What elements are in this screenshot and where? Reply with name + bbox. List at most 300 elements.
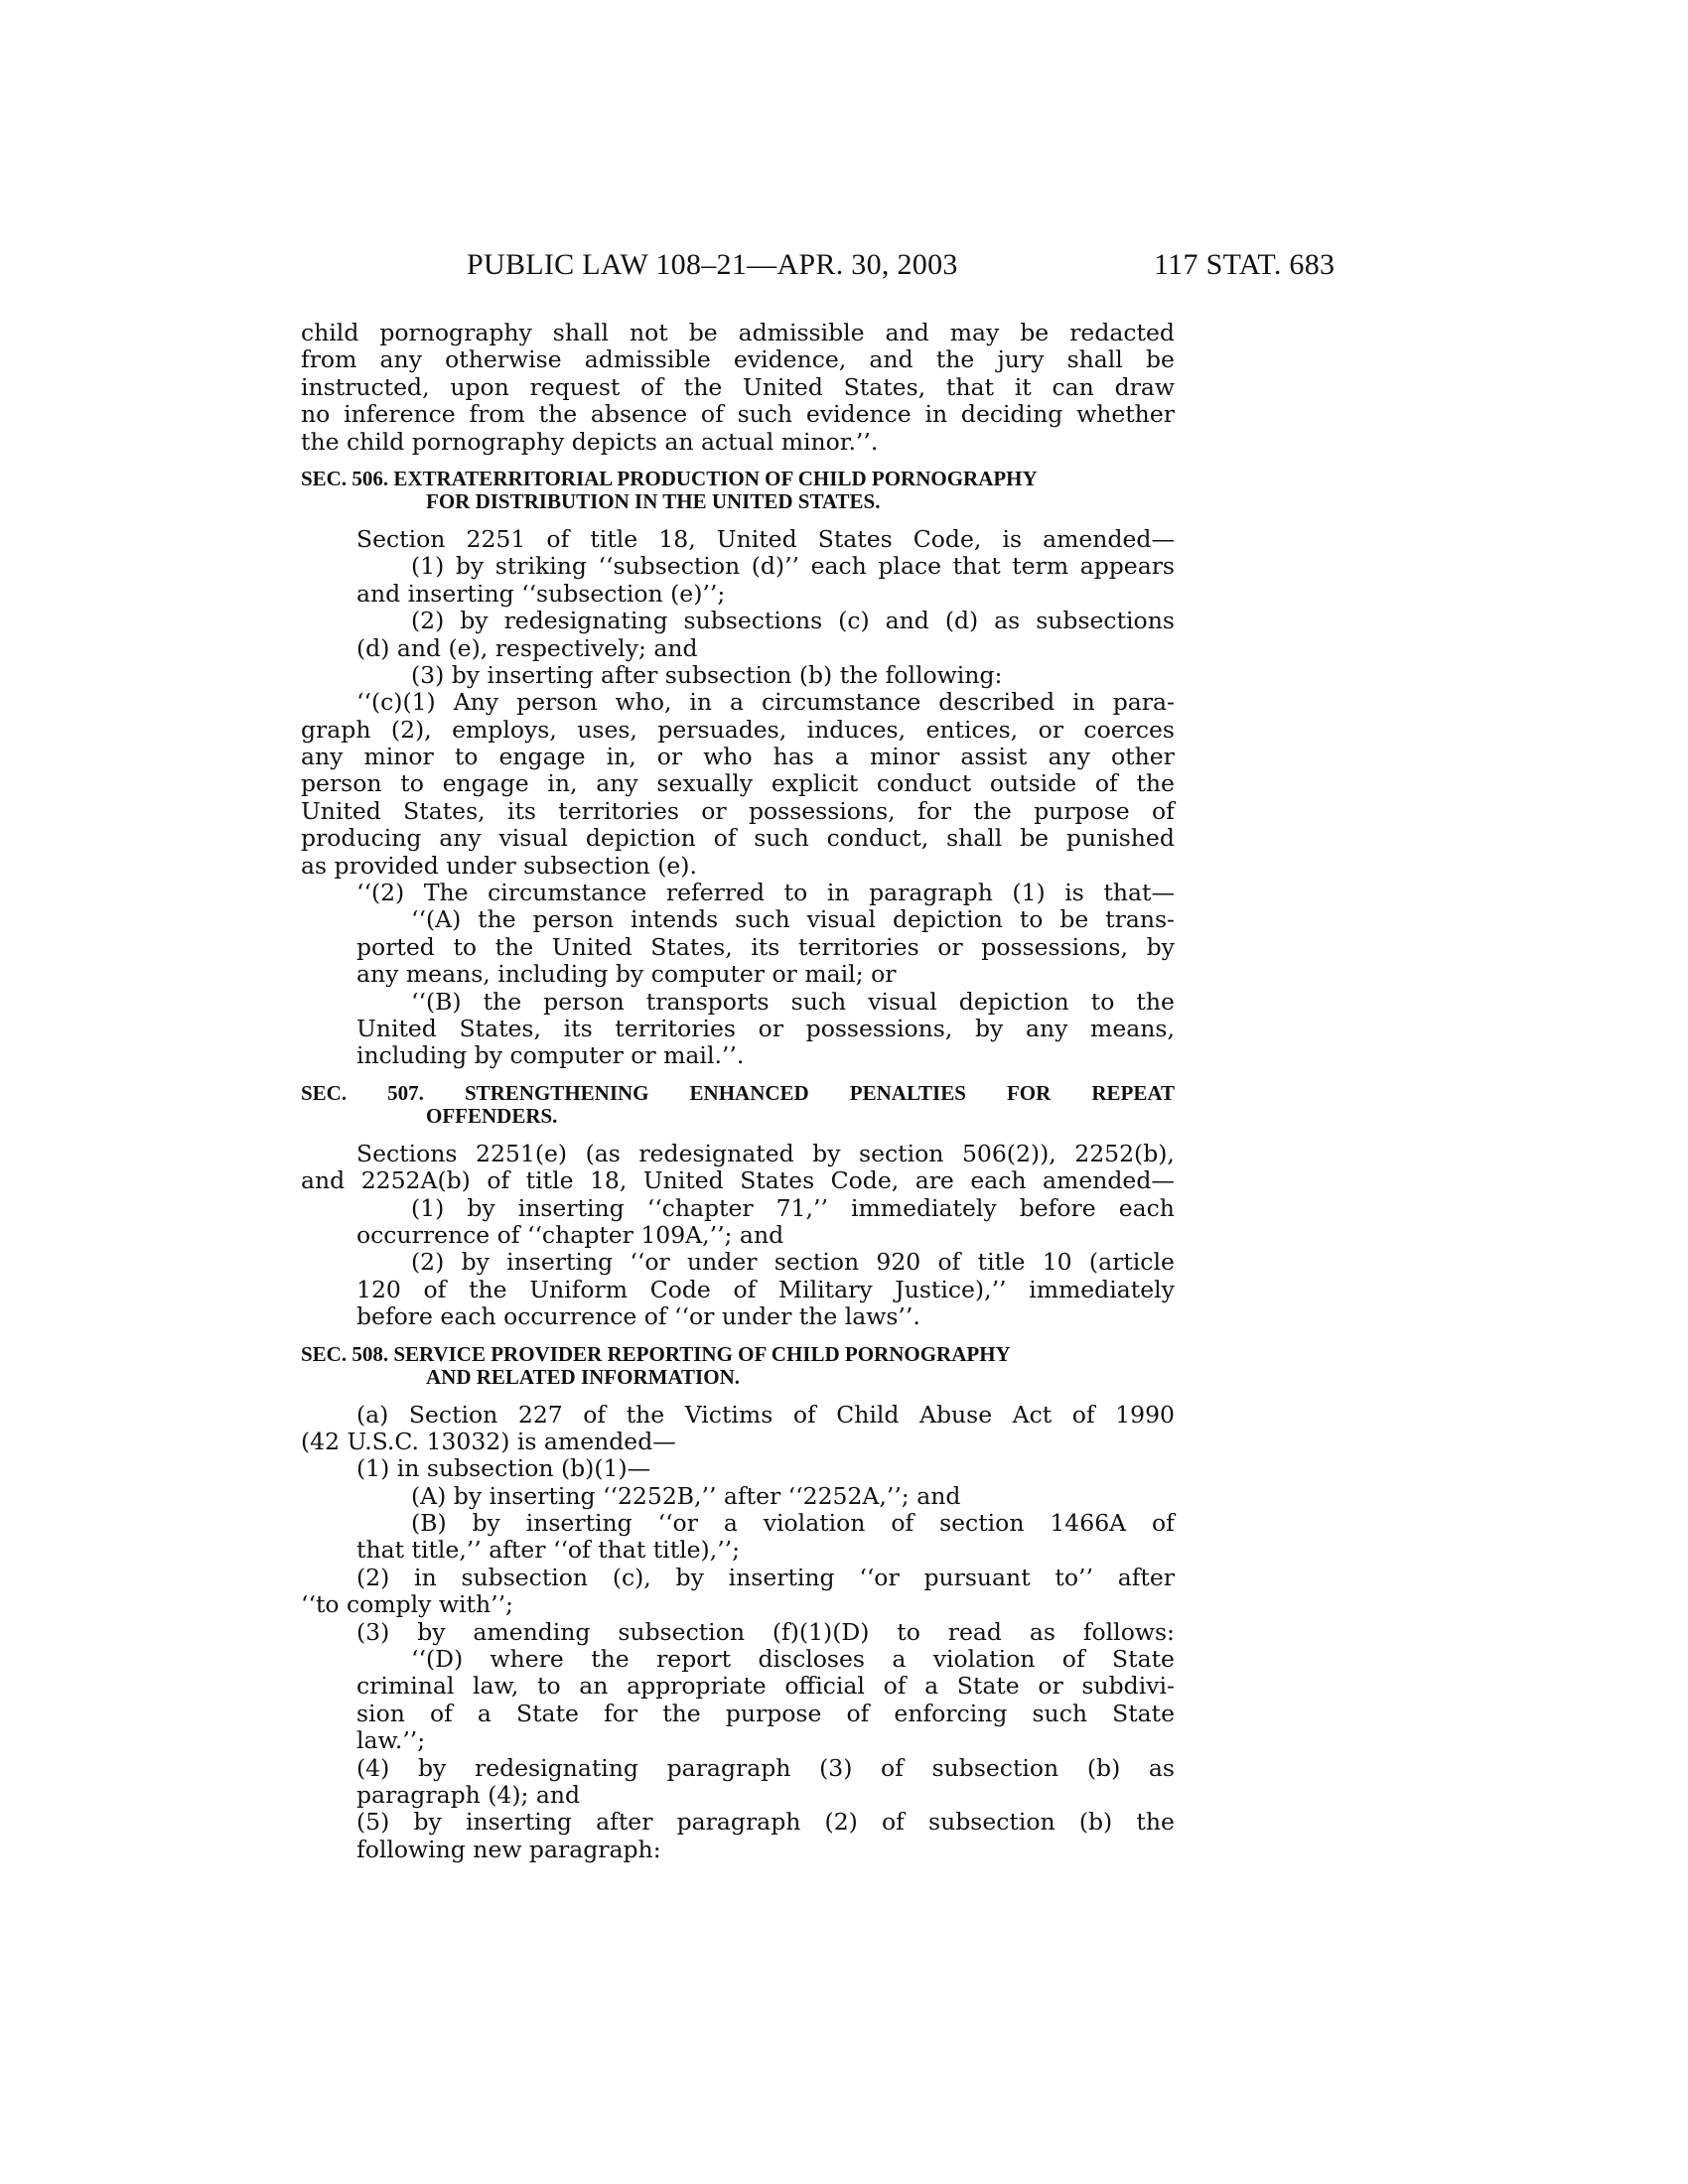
word: by (1146, 932, 1175, 961)
word: or (701, 796, 727, 825)
word: territories (615, 1014, 736, 1042)
body-text-line (301, 553, 1175, 580)
word: under (687, 1248, 758, 1277)
body-text-line (301, 1277, 1175, 1303)
word: State (956, 1672, 1020, 1701)
word: pornography (379, 319, 532, 346)
word: outside (989, 769, 1077, 798)
word: 18, (589, 1166, 628, 1195)
word: other (1111, 743, 1175, 771)
word: (3) (819, 1753, 853, 1782)
word: of (881, 1753, 904, 1782)
word: State (516, 1699, 579, 1727)
word: (3) (356, 1617, 390, 1646)
word: violation (932, 1645, 1036, 1674)
word: section (859, 1139, 944, 1167)
word: the (494, 932, 534, 961)
word: of (891, 1509, 914, 1538)
word: purpose (1034, 796, 1130, 825)
word: to (783, 879, 808, 907)
word: subdivi- (1081, 1672, 1175, 1701)
word: ENHANCED (689, 1080, 809, 1105)
word: Uniform (529, 1275, 629, 1303)
word: such (754, 824, 809, 853)
word: admissible (738, 319, 865, 346)
word: transports (645, 987, 770, 1016)
body-text-line (301, 689, 1175, 716)
word: by (417, 1753, 447, 1782)
word: in (414, 1563, 437, 1591)
body-text-line: following new paragraph: (356, 1835, 661, 1863)
word: to (897, 1617, 920, 1646)
body-text-line (301, 744, 1175, 770)
word: person (543, 987, 625, 1016)
word: induces, (806, 715, 907, 744)
word: title (977, 1248, 1026, 1277)
body-text-line (301, 1016, 1175, 1042)
word: of (733, 1275, 757, 1303)
word: violation (763, 1509, 866, 1538)
word: States, (459, 1014, 541, 1042)
body-text-line: (3) by inserting after subsection (b) the following: (411, 660, 1003, 689)
word: (as (585, 1139, 621, 1167)
word: of (937, 1248, 961, 1277)
word: (B) (411, 1509, 447, 1538)
word: subsection (928, 1808, 1055, 1837)
word: a (730, 688, 745, 717)
word: inserting (517, 1193, 625, 1222)
section-heading-line: FOR DISTRIBUTION IN THE UNITED STATES. (426, 489, 881, 514)
word: of (713, 824, 737, 853)
word: the (935, 345, 975, 374)
word: 120 (356, 1275, 401, 1303)
word: of (792, 1400, 816, 1429)
word: by (460, 607, 489, 635)
word: sion (356, 1699, 405, 1727)
word: (f)(1)(D) (772, 1617, 870, 1646)
word: a (723, 1509, 738, 1538)
body-text-line (301, 798, 1175, 825)
body-text-line (301, 880, 1175, 906)
word: (4) (356, 1753, 390, 1782)
word: possessions, (981, 932, 1128, 961)
running-header: PUBLIC LAW 108–21—APR. 30, 2003 (467, 248, 958, 281)
word: of (1094, 769, 1118, 798)
word: of (429, 1699, 453, 1727)
word: enforcing (894, 1699, 1008, 1727)
word: (d)’’ (751, 552, 800, 581)
word: visual (498, 824, 569, 853)
word: ‘‘(2) (356, 879, 405, 907)
word: or (1038, 715, 1063, 744)
word: conduct (876, 769, 972, 798)
word: ‘‘subsection (598, 552, 741, 581)
word: immediately (850, 1193, 997, 1222)
body-text-line: occurrence of ‘‘chapter 109A,’’; and (356, 1220, 784, 1249)
word: by (417, 1617, 446, 1646)
word: (b) (1086, 1753, 1121, 1782)
word: (d) (944, 607, 979, 635)
word: (1) (1012, 879, 1046, 907)
word: 2252A(b) (360, 1166, 471, 1195)
word: from (301, 345, 357, 374)
body-text-line (301, 1141, 1175, 1167)
word: its (563, 1014, 593, 1042)
body-text-line: (d) and (e), respectively; and (356, 633, 698, 662)
body-text-line: (1) in subsection (b)(1)— (356, 1454, 651, 1483)
word: the (478, 905, 516, 934)
word: States, (403, 796, 486, 825)
word: of (700, 400, 724, 429)
word: shall (946, 824, 1003, 853)
word: by (812, 1139, 841, 1167)
word: the (538, 400, 578, 429)
word: ‘‘or (657, 1509, 698, 1538)
body-text-line: paragraph (4); and (356, 1780, 581, 1809)
word: any (439, 824, 482, 853)
word: visual (868, 987, 937, 1016)
word: any (379, 345, 422, 374)
body-text-line (301, 1701, 1175, 1727)
word: paragraph (676, 1808, 801, 1837)
body-text-line (301, 770, 1175, 797)
word: subsection (461, 1563, 589, 1591)
word: intends (631, 905, 719, 934)
word: (2) (411, 1248, 445, 1277)
word: ported (356, 932, 435, 961)
word: no (301, 400, 331, 429)
word: shall (552, 319, 610, 346)
word: punished (1065, 824, 1175, 853)
word: any (596, 769, 638, 798)
word: employs, (452, 715, 557, 744)
word: 18, (658, 524, 696, 553)
word: by (675, 1563, 704, 1591)
word: child (301, 319, 359, 346)
word: that (945, 372, 994, 401)
word: The (423, 879, 469, 907)
body-text-line (301, 1809, 1175, 1836)
word: to (454, 743, 479, 771)
word: (2) (356, 1563, 390, 1591)
word: a (477, 1699, 492, 1727)
word: official (784, 1672, 865, 1701)
word: (2), (390, 715, 432, 744)
word: by (472, 1509, 500, 1538)
word: Section (356, 524, 446, 553)
word: has (773, 743, 814, 771)
body-text-line: before each occurrence of ‘‘or under the laws’’. (356, 1302, 920, 1331)
word: otherwise (445, 345, 562, 374)
word: Sections (356, 1139, 458, 1167)
document-body (301, 320, 1175, 1863)
word: paragraph (869, 879, 993, 907)
word: in, (547, 769, 578, 798)
word: request (529, 372, 621, 401)
word: follows: (1082, 1617, 1175, 1646)
word: possessions, (805, 1014, 953, 1042)
word: that (952, 552, 1001, 581)
word: or (1038, 1672, 1063, 1701)
word: State (1112, 1645, 1175, 1674)
word: means, (1090, 1014, 1175, 1042)
body-text-line (301, 1195, 1175, 1222)
body-text-line (301, 608, 1175, 634)
body-text-line: including by computer or mail.’’. (356, 1041, 745, 1070)
word: an (579, 1672, 609, 1701)
word: report (656, 1645, 732, 1674)
body-text-line: (42 U.S.C. 13032) is amended— (301, 1427, 676, 1455)
word: after (596, 1808, 653, 1837)
word: and (885, 319, 929, 346)
body-text-line: ‘‘to comply with’’; (301, 1590, 513, 1619)
word: 507. (387, 1080, 424, 1105)
word: the (469, 1275, 507, 1303)
word: who, (615, 688, 672, 717)
word: who (703, 743, 753, 771)
word: each (970, 1166, 1027, 1195)
word: 227 (517, 1400, 563, 1429)
word: persuades, (657, 715, 787, 744)
word: law, (473, 1672, 519, 1701)
word: before (1019, 1193, 1096, 1222)
word: and (869, 345, 914, 374)
word: States (740, 1166, 815, 1195)
word: conduct, (826, 824, 929, 853)
body-text-line (301, 1755, 1175, 1782)
word: criminal (356, 1672, 455, 1701)
word: or (937, 932, 963, 961)
word: admissible (584, 345, 711, 374)
word: (article (1088, 1248, 1175, 1277)
word: United (642, 1166, 724, 1195)
word: ‘‘(D) (411, 1645, 464, 1674)
word: circumstance (488, 879, 647, 907)
word: of (487, 1166, 510, 1195)
word: whether (1076, 400, 1175, 429)
word: a (834, 743, 849, 771)
word: explicit (771, 769, 859, 798)
word: the (683, 372, 723, 401)
word: as (994, 607, 1021, 635)
word: instructed, (301, 372, 430, 401)
word: of (546, 524, 570, 553)
word: can (1052, 372, 1094, 401)
word: as (1029, 1617, 1055, 1646)
body-text-line (301, 374, 1175, 401)
word: term (1012, 552, 1069, 581)
word: States, (843, 372, 926, 401)
word: the (591, 1645, 630, 1674)
word: inference (344, 400, 456, 429)
word: each (1118, 1193, 1175, 1222)
word: is (1002, 524, 1023, 553)
word: United (716, 524, 797, 553)
word: evidence (805, 400, 912, 429)
word: of (1152, 796, 1175, 825)
word: Code, (830, 1166, 900, 1195)
word: States (817, 524, 893, 553)
word: in (826, 879, 850, 907)
word: in (924, 400, 948, 429)
body-text-line (301, 934, 1175, 961)
word: by (455, 552, 485, 581)
word: ‘‘or (859, 1563, 900, 1591)
word: or (656, 743, 683, 771)
word: depiction (958, 987, 1069, 1016)
word: be (688, 319, 718, 346)
word: Child (836, 1400, 900, 1429)
word: inserting (465, 1808, 572, 1837)
word: that— (1103, 879, 1175, 907)
word: Any (453, 688, 499, 717)
body-text-line: the child pornography depicts an actual minor.’’. (301, 427, 879, 456)
word: (5) (356, 1808, 390, 1837)
word: to (400, 769, 424, 798)
word: of (583, 1400, 607, 1429)
word: engage (498, 743, 586, 771)
word: of (1071, 1400, 1095, 1429)
word: visual (806, 905, 877, 934)
word: 1990 (1115, 1400, 1175, 1429)
word: it (1014, 372, 1032, 401)
word: minor (363, 743, 434, 771)
word: shall (1066, 345, 1123, 374)
word: person (532, 905, 615, 934)
word: amending (473, 1617, 591, 1646)
word: by (413, 1808, 442, 1837)
word: as (1148, 1753, 1175, 1782)
word: subsection (618, 1617, 745, 1646)
page-stat-number: 117 STAT. 683 (1154, 248, 1336, 281)
word: title (590, 524, 638, 553)
word: territories (558, 796, 679, 825)
word: engage (442, 769, 529, 798)
word: uses, (577, 715, 637, 744)
body-text-line (301, 1673, 1175, 1700)
body-text-line: law.’’; (356, 1726, 426, 1755)
body-text-line (301, 346, 1175, 373)
word: in, (606, 743, 636, 771)
body-text-line: (A) by inserting ‘‘2252B,’’ after ‘‘2252A,’’; and (411, 1481, 961, 1510)
word: for (916, 796, 952, 825)
word: section (939, 1509, 1025, 1538)
word: paragraph (666, 1753, 791, 1782)
word: United (356, 1014, 437, 1042)
word: of (846, 1699, 870, 1727)
word: Section (408, 1400, 498, 1429)
word: coerces (1083, 715, 1175, 744)
word: SEC. (301, 1080, 348, 1105)
word: United (301, 796, 381, 825)
body-text-line: any means, including by computer or mail; or (356, 960, 897, 989)
word: title (525, 1166, 574, 1195)
word: States, (650, 932, 733, 961)
word: section (774, 1248, 860, 1277)
word: be (1059, 905, 1089, 934)
word: place (878, 552, 942, 581)
word: Abuse (918, 1400, 993, 1429)
word: Act (1012, 1400, 1053, 1429)
word: any (1048, 743, 1090, 771)
word: graph (301, 715, 371, 744)
word: the (973, 796, 1012, 825)
word: referred (665, 879, 766, 907)
word: sexually (656, 769, 754, 798)
word: by (461, 1248, 490, 1277)
word: (2) (824, 1808, 858, 1837)
body-text-line: that title,’’ after ‘‘of that title),’’; (356, 1536, 741, 1565)
word: (a) (356, 1400, 389, 1429)
word: a (924, 1672, 939, 1701)
word: appropriate (627, 1672, 767, 1701)
section-heading-line: SEC. 508. SERVICE PROVIDER REPORTING OF CHILD PORNOGRAPHY (301, 1341, 1011, 1366)
word: purpose (725, 1699, 822, 1727)
body-text-line (301, 1619, 1175, 1646)
word: of (1061, 1645, 1085, 1674)
word: its (751, 932, 780, 961)
word: (1) (411, 1193, 445, 1222)
word: circumstance (762, 688, 921, 717)
word: FOR (1006, 1080, 1052, 1105)
word: the (626, 1400, 665, 1429)
word: amended— (1043, 1166, 1175, 1195)
word: depiction (892, 905, 1003, 934)
word: for (604, 1699, 638, 1727)
body-text-line (301, 1167, 1175, 1194)
section-heading-line: SEC. 506. EXTRATERRITORIAL PRODUCTION OF CHILD PORNOGRAPHY (301, 466, 1038, 490)
body-text-line: and inserting ‘‘subsection (e)’’; (356, 579, 726, 608)
body-text-line (301, 1510, 1175, 1537)
word: possessions, (748, 796, 896, 825)
word: 920 (876, 1248, 921, 1277)
word: to’’ (1055, 1563, 1093, 1591)
word: Military (778, 1275, 873, 1303)
word: to (537, 1672, 561, 1701)
word: Victims (684, 1400, 774, 1429)
word: in (689, 688, 713, 717)
word: assist (960, 743, 1028, 771)
section-heading-line: AND RELATED INFORMATION. (426, 1365, 740, 1389)
body-text-line (301, 320, 1175, 346)
word: the (662, 1699, 701, 1727)
word: discloses (758, 1645, 865, 1674)
word: of (1152, 1509, 1175, 1538)
word: upon (450, 372, 509, 401)
word: redesignating (474, 1753, 638, 1782)
word: appears (1079, 552, 1175, 581)
word: jury (997, 345, 1045, 374)
word: Code (649, 1275, 711, 1303)
word: of (640, 372, 663, 401)
word: not (629, 319, 668, 346)
word: the (1136, 987, 1175, 1016)
body-text-line (301, 526, 1175, 553)
word: a (892, 1645, 907, 1674)
word: subsections (683, 607, 823, 635)
word: depiction (585, 824, 696, 853)
word: pursuant (923, 1563, 1031, 1591)
word: ‘‘chapter (646, 1193, 754, 1222)
body-text-line (301, 1249, 1175, 1276)
word: 506(2)), (961, 1139, 1056, 1167)
word: in (1072, 688, 1095, 717)
section-heading-line: OFFENDERS. (426, 1104, 558, 1129)
section-heading-line (301, 1082, 1175, 1106)
word: inserting (506, 1248, 614, 1277)
word: absence (590, 400, 688, 429)
word: or (758, 1014, 783, 1042)
